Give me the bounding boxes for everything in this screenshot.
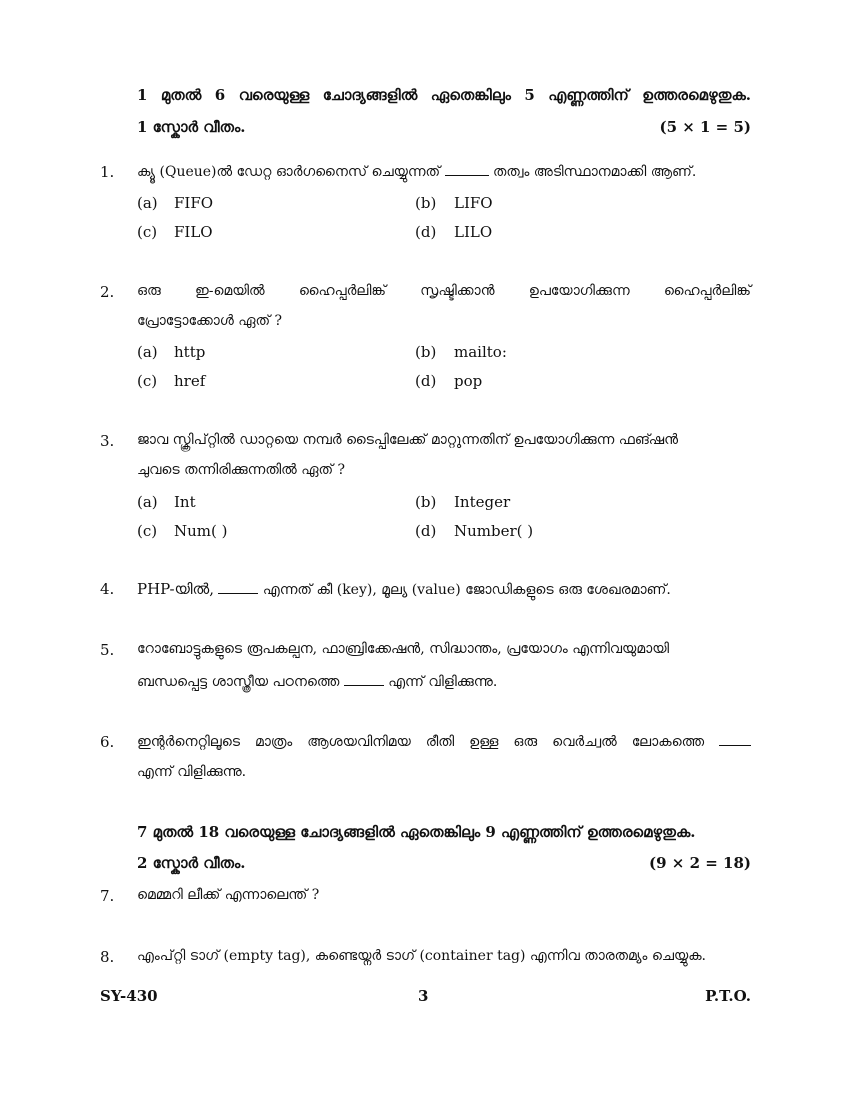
pto-label: P.T.O. — [705, 987, 751, 1005]
option-value: FILO — [174, 223, 213, 241]
word: ഹൈപ്പർലിങ്ക് — [298, 283, 387, 299]
word: ഏതെങ്കിലും — [430, 86, 511, 104]
word: ചോദ്യങ്ങളിൽ — [322, 86, 418, 104]
question-text-line2 — [137, 673, 497, 690]
word: ആശയവിനിമയ — [307, 734, 411, 750]
word: ഒരു — [137, 283, 161, 299]
question-number: 4. — [100, 580, 115, 598]
section2-marks: (9 × 2 = 18) — [649, 854, 751, 872]
question-number: 2. — [100, 283, 115, 301]
option-label: (d) — [415, 372, 437, 390]
word: രീതി — [425, 734, 455, 750]
question-text: മെമ്മറി ലീക്ക് എന്നാലെന്ത് ? — [137, 887, 320, 903]
option-value: Number( ) — [454, 522, 534, 540]
question-text-line2: പ്രോട്ടോക്കോൾ ഏത് ? — [137, 313, 283, 329]
question-text-line2: ചുവടെ തന്നിരിക്കുന്നതിൽ ഏത് ? — [137, 462, 346, 478]
word: മുതൽ — [160, 86, 202, 104]
option-label: (a) — [137, 194, 158, 212]
option-label: (c) — [137, 522, 158, 540]
text-after-blank: എന്നത് കീ (key), മൂല്യ (value) ജോഡികളുടെ ഒരു ശേഖരമാണ്. — [262, 582, 671, 598]
option-value: Num( ) — [174, 522, 228, 540]
question-text-line1 — [137, 733, 751, 750]
text-after-blank: എന്ന് വിളിക്കുന്നു. — [388, 674, 498, 690]
word: ഇന്റർനെറ്റിലൂടെ — [137, 734, 241, 750]
section1-score-line: 1 സ്കോർ വീതം. — [137, 118, 246, 136]
word: സൃഷ്ടിക്കാൻ — [420, 283, 495, 299]
word: ഒരു — [513, 734, 538, 750]
word: ഇ-മെയിൽ — [195, 283, 265, 299]
option-label: (b) — [415, 343, 437, 361]
option-label: (c) — [137, 223, 158, 241]
word: വെർച്വൽ — [552, 734, 617, 750]
page-number: 3 — [418, 987, 429, 1005]
word: ലോകത്തെ — [631, 734, 705, 750]
option-label: (b) — [415, 493, 437, 511]
section1-marks: (5 × 1 = 5) — [659, 118, 751, 136]
word: വരെയുള്ള — [238, 86, 310, 104]
question-text-line1 — [137, 283, 751, 299]
question-number: 5. — [100, 641, 115, 659]
section2-score-line: 2 സ്കോർ വീതം. — [137, 854, 246, 872]
answer-blank — [218, 581, 258, 594]
text-after-blank: തത്വം അടിസ്ഥാനമാക്കി ആണ്. — [493, 164, 697, 180]
question-text — [137, 163, 696, 180]
word: ഉത്തരമെഴുതുക. — [642, 86, 751, 104]
option-label: (d) — [415, 223, 437, 241]
option-value: Integer — [454, 493, 511, 511]
word: എണ്ണത്തിന് — [548, 86, 629, 104]
word: ഉപയോഗിക്കുന്ന — [528, 283, 630, 299]
question-number: 7. — [100, 887, 115, 905]
section1-instruction — [137, 86, 751, 104]
option-value: pop — [454, 372, 483, 390]
text-before-blank: ക്യൂ (Queue)ൽ ഡേറ്റ ഓർഗനൈസ് ചെയ്യുന്നത് — [137, 164, 441, 180]
option-label: (b) — [415, 194, 437, 212]
paper-code: SY-430 — [100, 987, 158, 1005]
question-text-line2: എന്ന് വിളിക്കുന്നു. — [137, 764, 247, 780]
question-number: 8. — [100, 948, 115, 966]
option-value: LILO — [454, 223, 493, 241]
answer-blank — [445, 163, 489, 176]
word: ഉള്ള — [469, 734, 499, 750]
option-value: LIFO — [454, 194, 493, 212]
question-text-line1: ജാവ സ്ക്രിപ്റ്റിൽ ഡാറ്റയെ നമ്പർ ടൈപ്പിലേക്ക് മാറ്റുന്നതിന് ഉപയോഗിക്കുന്ന ഫങ്ഷൻ — [137, 432, 679, 448]
question-text-line1: റോബോട്ടുകളുടെ രൂപകല്പന, ഫാബ്രിക്കേഷൻ, സിദ്ധാന്തം, പ്രയോഗം എന്നിവയുമായി — [137, 641, 670, 657]
option-value: mailto: — [454, 343, 507, 361]
section2-instruction: 7 മുതൽ 18 വരെയുള്ള ചോദ്യങ്ങളിൽ ഏതെങ്കിലും 9 എണ്ണത്തിന് ഉത്തരമെഴുതുക. — [137, 823, 696, 841]
word: മാത്രം — [254, 734, 293, 750]
answer-blank — [344, 673, 384, 686]
option-value: href — [174, 372, 206, 390]
text-before-blank: PHP-യിൽ, — [137, 580, 214, 598]
option-label: (a) — [137, 343, 158, 361]
option-value: FIFO — [174, 194, 214, 212]
answer-blank — [719, 733, 751, 746]
question-number: 1. — [100, 163, 115, 181]
word: ഹൈപ്പർലിങ്ക് — [663, 283, 751, 299]
option-label: (a) — [137, 493, 158, 511]
question-text — [137, 580, 671, 598]
word: 5 — [524, 86, 535, 104]
option-label: (c) — [137, 372, 158, 390]
option-value: http — [174, 343, 206, 361]
question-text: എംപ്റ്റി ടാഗ് (empty tag), കണ്ടെയ്നർ ടാഗ് (container tag) എന്നിവ താരതമ്യം ചെയ്യുക. — [137, 948, 707, 964]
question-number: 3. — [100, 432, 115, 450]
word: 1 — [137, 86, 148, 104]
option-label: (d) — [415, 522, 437, 540]
question-number: 6. — [100, 733, 115, 751]
word: 6 — [214, 86, 226, 104]
option-value: Int — [174, 493, 196, 511]
text-before-blank: ബന്ധപ്പെട്ട ശാസ്ത്രീയ പഠനത്തെ — [137, 674, 340, 690]
